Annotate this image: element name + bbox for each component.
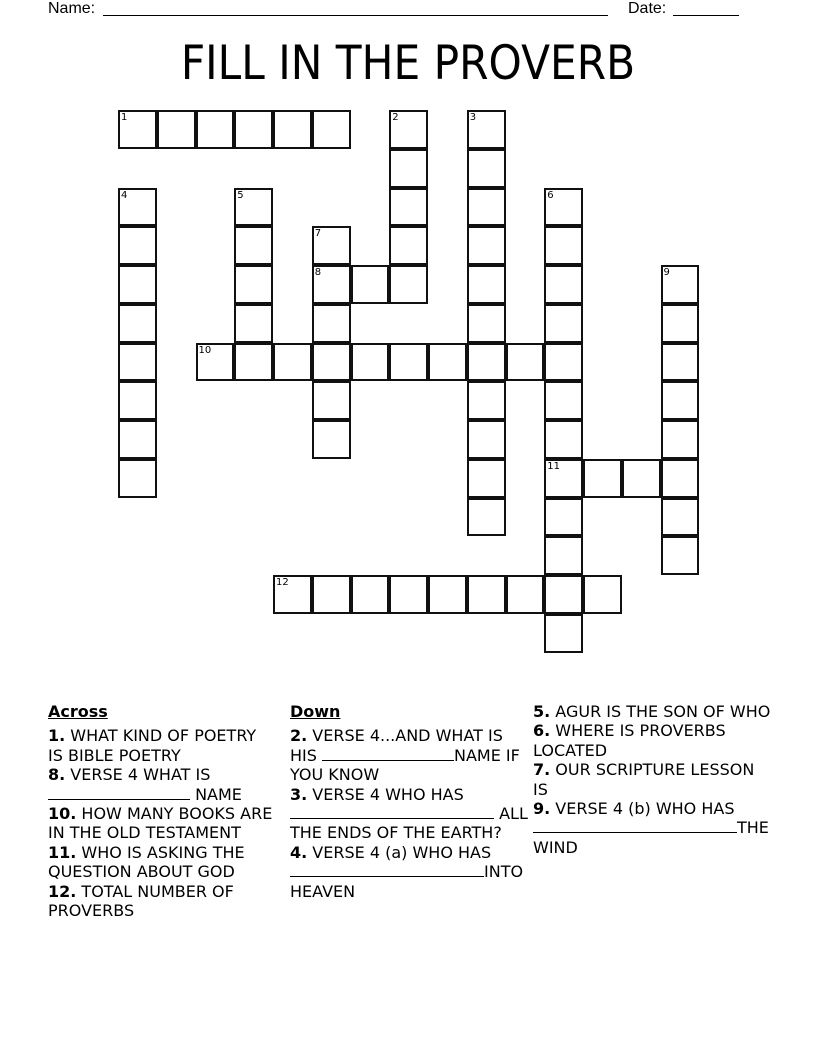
grid-cell[interactable] (661, 498, 700, 537)
grid-cell[interactable] (273, 343, 312, 382)
grid-cell[interactable] (661, 265, 700, 304)
grid-cell[interactable] (118, 226, 157, 265)
grid-cell[interactable] (351, 265, 390, 304)
grid-cell[interactable] (389, 575, 428, 614)
across-heading: Across (48, 702, 108, 721)
grid-cell[interactable] (234, 265, 273, 304)
down-clues (290, 702, 530, 901)
grid-cell[interactable] (234, 110, 273, 149)
date-label: Date: (628, 0, 667, 17)
clue-text: VERSE 4...AND WHAT IS HIS (290, 726, 503, 765)
clue-text: WHO IS ASKING THE QUESTION ABOUT GOD (48, 842, 245, 882)
grid-cell[interactable] (118, 420, 157, 459)
grid-cell[interactable] (544, 381, 583, 420)
grid-cell[interactable] (467, 188, 506, 227)
clue-num: 10. (48, 804, 77, 824)
grid-cell[interactable] (118, 188, 157, 227)
grid-cell[interactable] (661, 304, 700, 343)
grid-cell[interactable] (544, 498, 583, 537)
down-clues-continued (533, 702, 773, 857)
clue-num: 2. (290, 726, 308, 746)
grid-cell[interactable] (467, 420, 506, 459)
grid-cell[interactable] (234, 343, 273, 382)
grid-cell[interactable] (661, 536, 700, 575)
clue-text: AGUR IS THE SON OF WHO (550, 702, 771, 721)
clue-text: OUR SCRIPTURE LESSON IS (533, 760, 755, 799)
clue-number: 2 (392, 112, 399, 123)
clue-item (48, 882, 273, 921)
clue-item (290, 843, 530, 901)
grid-cell[interactable] (467, 304, 506, 343)
grid-cell[interactable] (157, 110, 196, 149)
clue-number: 11 (547, 460, 560, 472)
grid-cell[interactable] (351, 343, 390, 382)
name-label: Name: (48, 0, 96, 17)
grid-cell[interactable] (389, 188, 428, 227)
grid-cell[interactable] (544, 265, 583, 304)
grid-cell[interactable] (467, 110, 506, 149)
clue-text-after: THE WIND (533, 818, 769, 857)
grid-cell[interactable] (467, 149, 506, 188)
grid-cell[interactable] (118, 110, 157, 149)
grid-cell[interactable] (467, 265, 506, 304)
grid-cell[interactable] (389, 110, 428, 149)
clue-number: 6 (547, 189, 554, 201)
grid-cell[interactable] (661, 343, 700, 382)
answer-blank (290, 804, 494, 819)
clue-num: 1. (48, 726, 66, 746)
grid-cell[interactable] (544, 188, 583, 227)
grid-cell[interactable] (544, 226, 583, 265)
grid-cell[interactable] (506, 343, 545, 382)
clue-text-after: INTO HEAVEN (290, 862, 524, 901)
clue-number: 7 (314, 228, 322, 240)
grid-cell[interactable] (467, 498, 506, 537)
grid-cell[interactable] (273, 575, 312, 614)
grid-cell[interactable] (544, 420, 583, 459)
grid-cell[interactable] (661, 420, 700, 459)
clue-item (48, 804, 273, 843)
grid-cell[interactable] (506, 575, 545, 614)
grid-cell[interactable] (544, 304, 583, 343)
clue-num: 3. (290, 784, 308, 804)
clue-number: 12 (276, 577, 289, 588)
grid-cell[interactable] (544, 575, 583, 614)
grid-cell[interactable] (467, 381, 506, 420)
clue-text: VERSE 4 WHO HAS (307, 784, 464, 804)
grid-cell[interactable] (467, 343, 506, 382)
clue-item (533, 799, 773, 857)
grid-cell[interactable] (312, 343, 351, 382)
grid-cell[interactable] (544, 459, 583, 498)
clue-number: 5 (237, 189, 244, 201)
grid-cell[interactable] (428, 343, 467, 382)
clue-num: 12. (48, 881, 77, 901)
grid-cell[interactable] (312, 265, 351, 304)
across-clues (48, 702, 273, 920)
grid-cell[interactable] (312, 226, 351, 265)
grid-cell[interactable] (467, 575, 506, 614)
grid-cell[interactable] (389, 343, 428, 382)
grid-cell[interactable] (118, 343, 157, 382)
grid-cell[interactable] (196, 110, 235, 149)
clue-item (48, 726, 273, 765)
clue-item (533, 760, 773, 799)
clue-number: 8 (314, 267, 322, 278)
grid-cell[interactable] (583, 575, 622, 614)
grid-cell[interactable] (118, 265, 157, 304)
grid-cell[interactable] (312, 420, 351, 459)
grid-cell[interactable] (312, 575, 351, 614)
clue-number: 3 (469, 112, 477, 123)
clue-text-after: ALL THE ENDS OF THE EARTH? (290, 804, 528, 843)
clue-num: 8. (48, 765, 66, 785)
answer-blank (322, 746, 454, 761)
clue-number: 9 (663, 267, 670, 278)
grid-cell[interactable] (234, 188, 273, 227)
clue-num: 11. (48, 842, 77, 862)
clue-item (48, 765, 273, 804)
grid-cell[interactable] (428, 575, 467, 614)
grid-cell[interactable] (661, 381, 700, 420)
clue-text: TOTAL NUMBER OF PROVERBS (48, 881, 234, 921)
clue-item (48, 843, 273, 882)
grid-cell[interactable] (118, 459, 157, 498)
answer-blank (290, 862, 484, 877)
grid-cell[interactable] (622, 459, 661, 498)
grid-cell[interactable] (544, 343, 583, 382)
clue-number: 4 (121, 189, 128, 201)
grid-cell[interactable] (389, 226, 428, 265)
grid-cell[interactable] (312, 110, 351, 149)
clue-text-after: NAME IF YOU KNOW (290, 745, 520, 785)
grid-cell[interactable] (312, 381, 351, 420)
grid-cell[interactable] (118, 381, 157, 420)
clue-item (533, 702, 773, 721)
clue-text-after: NAME (190, 784, 242, 804)
grid-cell[interactable] (234, 304, 273, 343)
grid-cell[interactable] (467, 459, 506, 498)
grid-cell[interactable] (661, 459, 700, 498)
clue-number: 1 (121, 112, 128, 123)
clue-num: 5. (533, 702, 551, 721)
down-heading: Down (290, 702, 341, 721)
clue-text: VERSE 4 (a) WHO HAS (307, 842, 492, 862)
clue-num: 6. (533, 721, 551, 741)
grid-cell[interactable] (312, 304, 351, 343)
clue-num: 9. (533, 799, 551, 819)
clue-number: 10 (198, 344, 212, 356)
grid-cell[interactable] (273, 110, 312, 149)
clue-text: HOW MANY BOOKS ARE IN THE OLD TESTAMENT (48, 804, 273, 843)
clue-text: VERSE 4 WHAT IS (65, 765, 211, 785)
clue-text: WHERE IS PROVERBS LOCATED (533, 721, 726, 760)
clue-item (533, 721, 773, 760)
grid-cell[interactable] (234, 226, 273, 265)
clue-num: 7. (533, 760, 551, 780)
clue-text: WHAT KIND OF POETRY IS BIBLE POETRY (48, 726, 257, 765)
grid-cell[interactable] (583, 459, 622, 498)
grid-cell[interactable] (118, 304, 157, 343)
page-title: FILL IN THE PROVERB (180, 36, 636, 91)
grid-cell[interactable] (467, 226, 506, 265)
answer-blank (533, 818, 737, 833)
grid-cell[interactable] (544, 614, 583, 653)
grid-cell[interactable] (389, 149, 428, 188)
grid-cell[interactable] (196, 343, 235, 382)
answer-blank (48, 785, 190, 800)
grid-cell[interactable] (389, 265, 428, 304)
grid-cell[interactable] (351, 575, 390, 614)
clue-item (290, 785, 530, 843)
clue-num: 4. (290, 842, 308, 862)
clue-item (290, 726, 530, 784)
clue-text: VERSE 4 (b) WHO HAS (550, 799, 735, 819)
grid-cell[interactable] (544, 536, 583, 575)
